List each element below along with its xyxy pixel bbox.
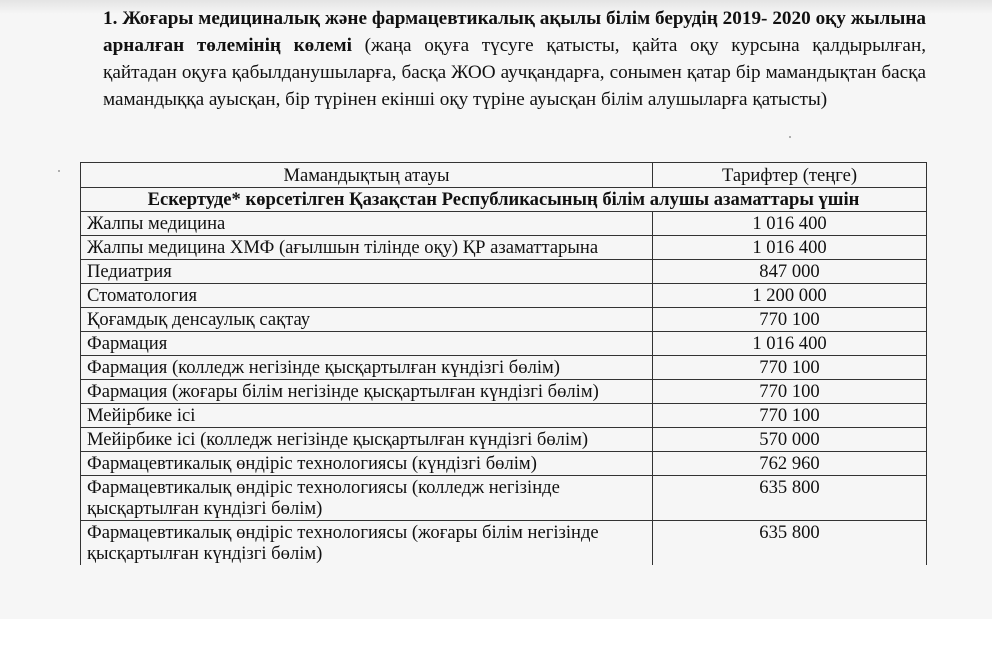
table-row bbox=[81, 236, 927, 260]
table-row bbox=[81, 284, 927, 308]
section-heading bbox=[103, 5, 926, 113]
heading-number: 1. bbox=[103, 8, 118, 29]
specialty-name: Мейірбике ісі (колледж негізінде қысқартылған күндізгі бөлім) bbox=[81, 428, 653, 452]
tariff-value: 635 800 bbox=[653, 521, 927, 566]
specialty-name: Жалпы медицина bbox=[81, 212, 653, 236]
scan-speck bbox=[789, 136, 791, 138]
table-note-row bbox=[81, 188, 927, 212]
table-row bbox=[81, 332, 927, 356]
tariff-value: 770 100 bbox=[653, 308, 927, 332]
specialty-name: Педиатрия bbox=[81, 260, 653, 284]
specialty-name: Фармацевтикалық өндіріс технологиясы (колледж негізінде қысқартылған күндізгі бөлім) bbox=[81, 476, 653, 521]
tariff-value: 570 000 bbox=[653, 428, 927, 452]
tariff-value: 770 100 bbox=[653, 380, 927, 404]
specialty-name: Мейірбике ісі bbox=[81, 404, 653, 428]
specialty-name: Жалпы медицина ХМФ (ағылшын тілінде оқу) ҚР азаматтарына bbox=[81, 236, 653, 260]
specialty-name: Стоматология bbox=[81, 284, 653, 308]
table-row bbox=[81, 521, 927, 566]
tariff-value: 1 016 400 bbox=[653, 236, 927, 260]
specialty-name: Фармацевтикалық өндіріс технологиясы (күндізгі бөлім) bbox=[81, 452, 653, 476]
header-tariff: Тарифтер (теңге) bbox=[653, 163, 927, 188]
table-row bbox=[81, 356, 927, 380]
table-note: Ескертуде* көрсетілген Қазақстан Республикасының білім алушы азаматтары үшін bbox=[81, 188, 927, 212]
tariff-value: 770 100 bbox=[653, 404, 927, 428]
table-row bbox=[81, 380, 927, 404]
table-row bbox=[81, 212, 927, 236]
specialty-name: Фармация bbox=[81, 332, 653, 356]
specialty-name: Фармация (колледж негізінде қысқартылған күндізгі бөлім) bbox=[81, 356, 653, 380]
tariff-value: 762 960 bbox=[653, 452, 927, 476]
tuition-fee-table bbox=[80, 162, 927, 565]
heading-description: (жаңа оқуға түсуге қатысты, қайта оқу курсына қалдырылған, қайтадан оқуға қабылданушыларға, басқа ЖОО аучқандарға, сонымен қатар бір мамандықтан басқа мамандыққа ауысқан, бір түрінен екінші оқу түріне ауысқан білім алушыларға қатысты) bbox=[103, 35, 927, 110]
page-bottom-margin bbox=[0, 619, 992, 652]
tariff-value: 847 000 bbox=[653, 260, 927, 284]
tariff-value: 1 200 000 bbox=[653, 284, 927, 308]
specialty-name: Фармацевтикалық өндіріс технологиясы (жоғары білім негізінде қысқартылған күндізгі бөлім) bbox=[81, 521, 653, 566]
heading-title: Жоғары медициналық және фармацевтикалық ақылы білім берудің 2019- 2020 оқу жылына арналған төлемінің көлемі bbox=[103, 8, 926, 56]
table-row bbox=[81, 308, 927, 332]
table-row bbox=[81, 476, 927, 521]
table-row bbox=[81, 428, 927, 452]
scan-speck bbox=[58, 170, 60, 172]
table-header-row bbox=[81, 163, 927, 188]
tariff-value: 1 016 400 bbox=[653, 212, 927, 236]
table-row bbox=[81, 404, 927, 428]
tariff-value: 770 100 bbox=[653, 356, 927, 380]
specialty-name: Фармация (жоғары білім негізінде қысқартылған күндізгі бөлім) bbox=[81, 380, 653, 404]
table-row bbox=[81, 260, 927, 284]
tariff-value: 635 800 bbox=[653, 476, 927, 521]
tariff-value: 1 016 400 bbox=[653, 332, 927, 356]
table-row bbox=[81, 452, 927, 476]
specialty-name: Қоғамдық денсаулық сақтау bbox=[81, 308, 653, 332]
header-specialty: Мамандықтың атауы bbox=[81, 163, 653, 188]
